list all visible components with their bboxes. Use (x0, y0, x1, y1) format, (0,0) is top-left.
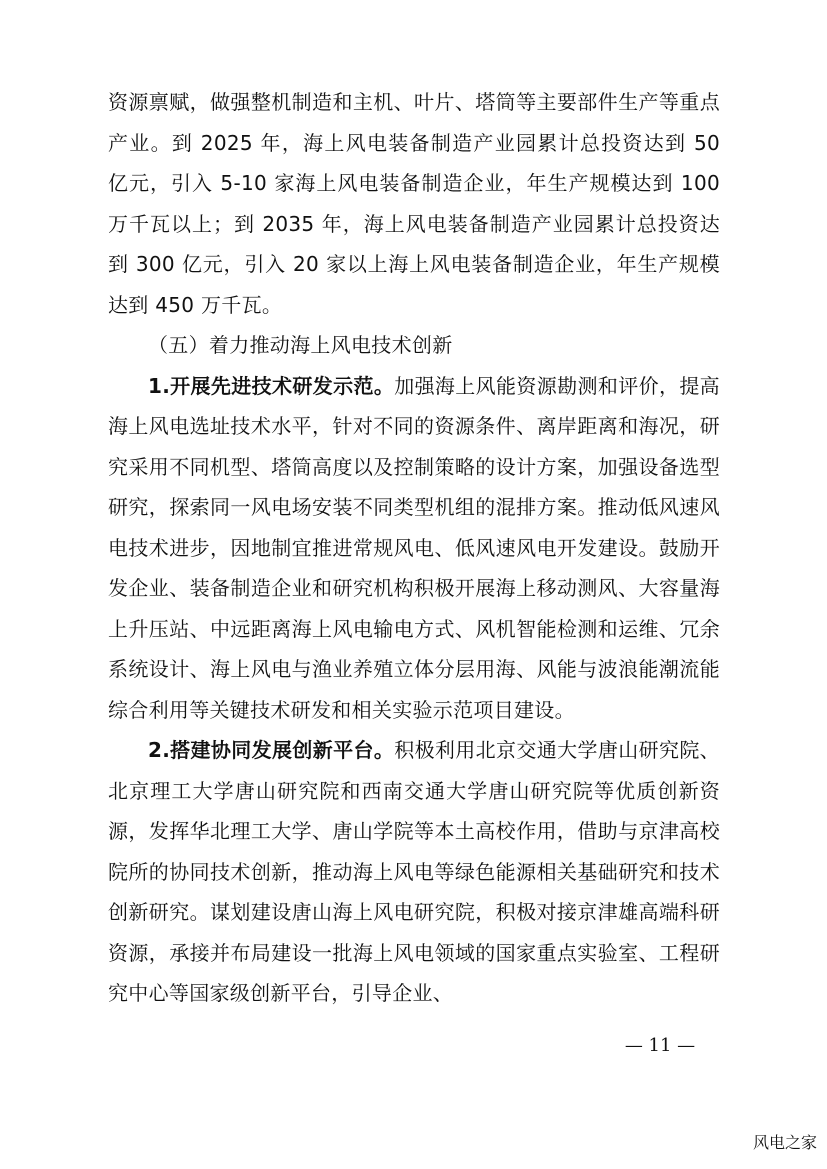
item-2-lead: 2.搭建协同发展创新平台。 (148, 738, 395, 762)
item-1-body: 加强海上风能资源勘测和评价，提高海上风电选址技术水平，针对不同的资源条件、离岸距离和海况，研究采用不同机型、塔筒高度以及控制策略的设计方案，加强设备选型研究，探索同一风电场安装不同类型机组的混排方案。推动低风速风电技术进步，因地制宜推进常规风电、低风速风电开发建设。鼓励开发企业、装备制造企业和研究机构积极开展海上移动测风、大容量海上升压站、中远距离海上风电输电方式、风机智能检测和运维、冗余系统设计、海上风电与渔业养殖立体分层用海、风能与波浪能潮流能综合利用等关键技术研发和相关实验示范项目建设。 (108, 373, 720, 722)
section-heading: （五）着力推动海上风电技术创新 (148, 333, 453, 357)
body-text (108, 82, 720, 1014)
item-1-paragraph (108, 366, 720, 731)
page-number: — 11 — (624, 1035, 696, 1056)
intro-paragraph: 资源禀赋，做强整机制造和主机、叶片、塔筒等主要部件生产等重点产业。到 2025 年，海上风电装备制造产业园累计总投资达到 50 亿元，引入 5-10 家海上风电装备制造企业，年生产规模达到 100 万千瓦以上；到 2035 年，海上风电装备制造产业园累计总投资达到 300 亿元，引入 20 家以上海上风电装备制造企业，年生产规模达到 450 万千瓦。 (108, 90, 720, 317)
watermark-text: 风电之家 (752, 1133, 817, 1152)
item-2-body: 积极利用北京交通大学唐山研究院、北京理工大学唐山研究院和西南交通大学唐山研究院等优质创新资源，发挥华北理工大学、唐山学院等本土高校作用，借助与京津高校院所的协同技术创新，推动海上风电等绿色能源相关基础研究和技术创新研究。谋划建设唐山海上风电研究院，积极对接京津雄高端科研资源，承接并布局建设一批海上风电领域的国家重点实验室、工程研究中心等国家级创新平台，引导企业、 (108, 738, 720, 1005)
item-1-lead: 1.开展先进技术研发示范。 (148, 373, 395, 398)
item-2-paragraph (108, 730, 720, 1014)
